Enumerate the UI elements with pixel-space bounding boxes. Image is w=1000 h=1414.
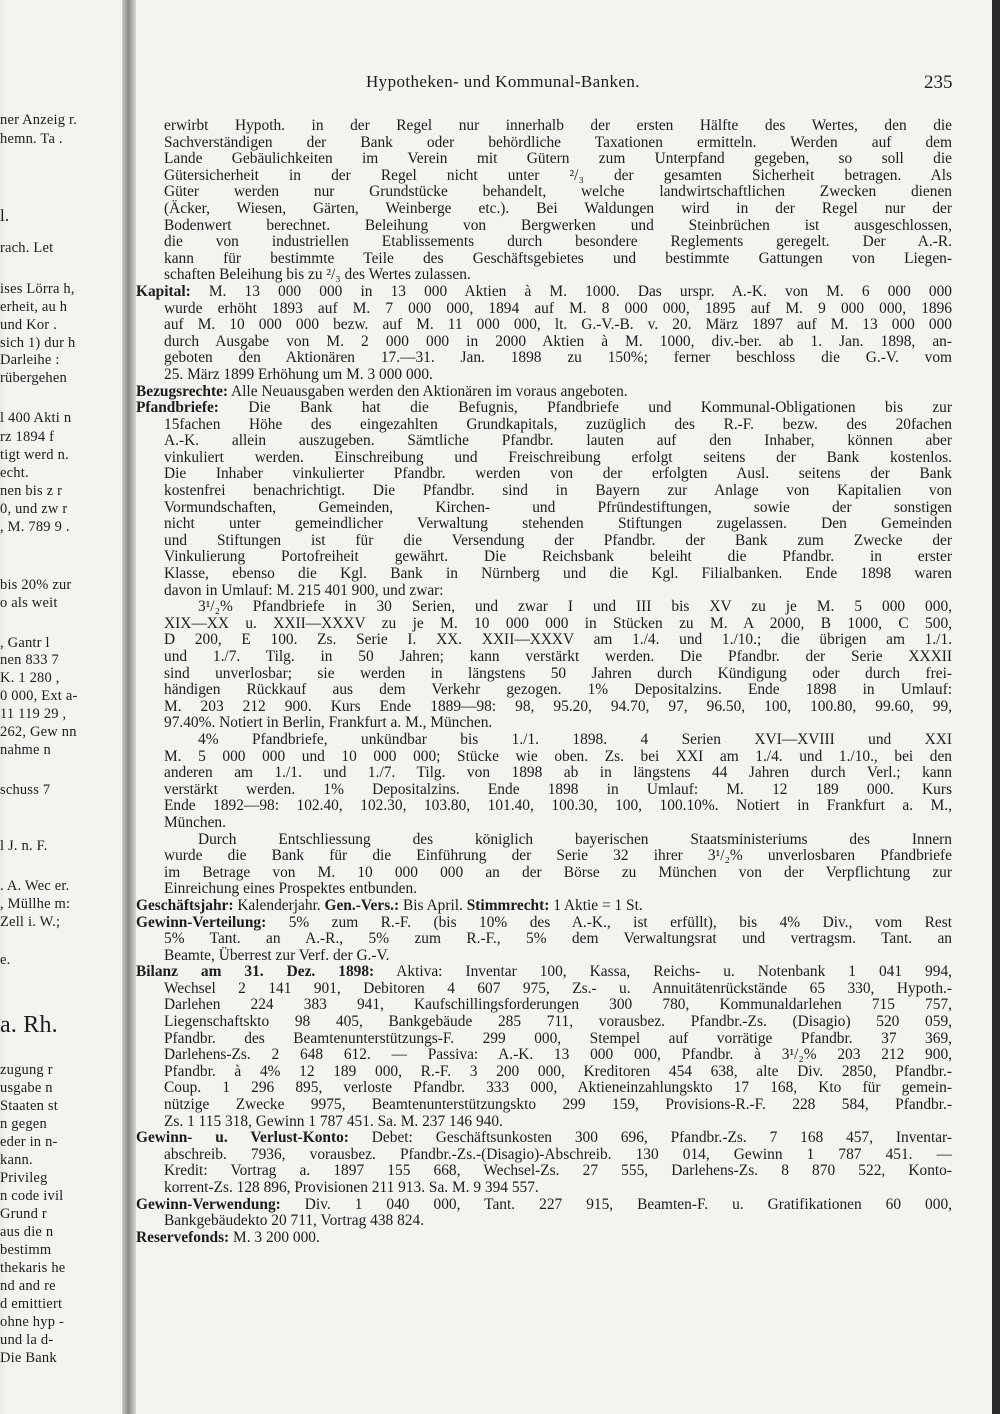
line-text: und Stiftungen ist für die Versendung der Pfandbr. der Bank zum Zwecke der bbox=[164, 531, 952, 549]
section-heading: Geschäftsjahr: bbox=[136, 896, 234, 914]
facing-page-line: . A. Wec er. bbox=[0, 878, 70, 894]
body-text bbox=[136, 118, 952, 1246]
line-text: sind unverlosbar; sie werden in längstens 50 Jahren durch Kündigung oder durch frei- bbox=[164, 664, 952, 682]
line-text: 5% Tant. an A.-R., 5% zum R.-F., 5% dem Verwaltungsrat und vertragsm. Tant. an bbox=[164, 930, 952, 948]
line-text: M. 5 000 000 und 10 000 000; Stücke wie oben. Zs. bei XXI am 1./4. und 1./10., bei den bbox=[164, 747, 952, 765]
line-text: kann für bestimmte Teile des Geschäftsgebietes und bestimmte Gattungen von Liegen- bbox=[164, 249, 952, 267]
text-line bbox=[136, 533, 952, 550]
text-line bbox=[136, 948, 952, 965]
section-heading: Gen.-Vers.: bbox=[324, 896, 400, 914]
line-text: Die Inhaber vinkulierter Pfandbr. werden von der erfolgten Ausl. seitens der Bank bbox=[164, 465, 952, 483]
line-text: schaften Beleihung bis zu ²/₃ des Wertes zulassen. bbox=[164, 266, 471, 284]
section-line bbox=[136, 1197, 952, 1214]
text-line bbox=[136, 516, 952, 533]
facing-page-line: , Müllhe m: bbox=[0, 896, 71, 912]
facing-page-line: zugung r bbox=[0, 1062, 53, 1078]
page-number: 235 bbox=[924, 72, 953, 93]
text-line bbox=[136, 201, 952, 218]
section-line bbox=[136, 284, 952, 301]
text-line bbox=[136, 118, 952, 135]
text-line bbox=[136, 1064, 952, 1081]
section-heading: Bilanz am 31. Dez. 1898: bbox=[136, 963, 375, 981]
text-line bbox=[136, 267, 952, 284]
section-line bbox=[136, 400, 952, 417]
text-line bbox=[136, 1080, 952, 1097]
text-line bbox=[136, 1014, 952, 1031]
line-text: 5% zum R.-F. (bis 10% des A.-K., ist erfüllt), bis 4% Div., vom Rest bbox=[266, 913, 952, 931]
facing-page-line: 0, und zw r bbox=[0, 501, 68, 517]
line-text: durch Ausgabe von M. 2 000 000 in 2000 Aktien à M. 1000, div.-ber. ab 1. Jan. 1898, an- bbox=[164, 332, 952, 350]
facing-page-line: 262, Gew nn bbox=[0, 724, 77, 740]
line-text: händigen Rückkauf aus dem Verkehr gezogen. 1% Depositalzins. Ende 1898 in Umlauf: bbox=[164, 681, 952, 699]
text-line bbox=[136, 417, 952, 434]
text-line bbox=[136, 151, 952, 168]
text-line bbox=[136, 350, 952, 367]
facing-page-line: , M. 789 9 . bbox=[0, 519, 70, 535]
line-text: Einreichung eines Prospektes entbunden. bbox=[164, 880, 418, 898]
line-text: Debet: Geschäftsunkosten 300 696, Pfandbr.-Zs. 7 168 457, Inventar- bbox=[348, 1129, 953, 1147]
line-text: 1 Aktie = 1 St. bbox=[549, 896, 643, 914]
text-line bbox=[136, 848, 952, 865]
text-line bbox=[136, 666, 952, 683]
text-line bbox=[136, 500, 952, 517]
facing-page-line: Darleihe : bbox=[0, 352, 60, 368]
line-text: Gütersicherheit in der Regel nicht unter ²/₃ der gesamten Sicherheit betragen. Als bbox=[164, 166, 952, 184]
line-text: wurde erhöht 1893 auf M. 7 000 000, 1894 auf M. 8 000 000, 1895 auf M. 9 000 000, 1896 bbox=[164, 299, 952, 317]
line-text: 15fachen Höhe des eingezahlten Grundkapitals, zuzüglich des R.-F. bezw. des 20fachen bbox=[164, 415, 952, 433]
text-line bbox=[136, 466, 952, 483]
line-text: XIX—XX u. XXII—XXXV zu je M. 10 000 000 in Stücken zu M. A 2000, B 1000, C 500, bbox=[164, 614, 952, 632]
line-text: korrent-Zs. 128 896, Provisionen 211 913. Sa. M. 9 394 557. bbox=[164, 1179, 539, 1196]
line-text: Bis April. bbox=[399, 896, 467, 914]
line-text: verstärkt werden. 1% Depositalzins. Ende 1898 in Umlauf: M. 12 189 000. Kurs bbox=[164, 780, 952, 798]
facing-page-line: aus die n bbox=[0, 1224, 54, 1240]
section-heading: Gewinn-Verteilung: bbox=[136, 913, 267, 931]
line-text: 3¹/₂% Pfandbriefe in 30 Serien, und zwar I und III bis XV zu je M. 5 000 000, bbox=[198, 598, 952, 616]
section-heading: Gewinn- u. Verlust-Konto: bbox=[136, 1129, 349, 1147]
line-text: und 1./7. Tilg. in 50 Jahren; kann verstärkt werden. Die Pfandbr. der Serie XXXII bbox=[164, 648, 952, 665]
text-line bbox=[136, 334, 952, 351]
line-text: 25. März 1899 Erhöhung um M. 3 000 000. bbox=[164, 365, 433, 383]
facing-page-line: rach. Let bbox=[0, 240, 54, 256]
facing-page-line: echt. bbox=[0, 465, 29, 481]
text-line bbox=[136, 632, 952, 649]
text-line bbox=[136, 782, 952, 799]
line-text: anderen am 1./1. und 1./7. Tilg. von 1898 ab in längstens 44 Jahren durch Verl.; kann bbox=[164, 764, 952, 782]
facing-page-line: l 400 Akti n bbox=[0, 410, 72, 426]
line-text: auf M. 10 000 000 bezw. auf M. 11 000 000, lt. G.-V.-B. v. 20. März 1897 auf M. 13 000 000 bbox=[164, 316, 952, 334]
text-line bbox=[136, 732, 952, 749]
line-text: Durch Entschliessung des königlich bayerischen Staatsministeriums des Innern bbox=[198, 830, 952, 848]
line-text: Coup. 1 296 895, verloste Pfandbr. 333 000, Aktieneinzahlungskto 17 168, Kto für gemein- bbox=[164, 1079, 952, 1097]
text-line bbox=[136, 599, 952, 616]
section-heading: Bezugsrechte: bbox=[136, 382, 229, 400]
facing-page-line: ner Anzeig r. bbox=[0, 112, 78, 128]
facing-page-line: d emittiert bbox=[0, 1296, 63, 1312]
line-text: kostenfrei benachrichtigt. Die Pfandbr. sind in Bayern zur Anlage von Kapitalien von bbox=[164, 482, 952, 500]
line-text: Darlehen 224 383 941, Kaufschillingsforderungen 300 780, Kommunaldarlehen 715 757, bbox=[164, 996, 952, 1014]
line-text: Kredit: Vortrag a. 1897 155 668, Wechsel-Zs. 27 555, Darlehens-Zs. 8 870 522, Konto- bbox=[164, 1162, 952, 1180]
line-text: 4% Pfandbriefe, unkündbar bis 1./1. 1898. 4 Serien XVI—XVIII und XXI bbox=[198, 730, 952, 748]
line-text: wurde die Bank für die Einführung der Serie 32 ihrer 3¹/₂% unverlosbaren Pfandbriefe bbox=[164, 847, 952, 865]
text-line bbox=[136, 317, 952, 334]
facing-page-line: kann. bbox=[0, 1152, 33, 1168]
line-text: Güter werden nur Grundstücke behandelt, welche landwirtschaftlichen Zwecken dienen bbox=[164, 183, 952, 201]
facing-page-line: und la d- bbox=[0, 1332, 54, 1348]
text-line bbox=[136, 1147, 952, 1164]
text-line bbox=[136, 931, 952, 948]
text-line bbox=[136, 1047, 952, 1064]
line-text: Pfandbr. à 4% 12 189 000, R.-F. 3 200 000, Kreditoren 454 638, alte Div. 2850, Pfandbr.- bbox=[164, 1062, 952, 1080]
book-gutter bbox=[122, 0, 136, 1414]
facing-page-line: n gegen bbox=[0, 1116, 47, 1132]
text-line bbox=[136, 251, 952, 268]
text-line bbox=[136, 218, 952, 235]
text-line bbox=[136, 715, 952, 732]
line-text: M. 3 200 000. bbox=[229, 1228, 320, 1246]
line-text: A.-K. allein auszugeben. Sämtliche Pfandbr. lauten auf den Inhaber, können aber bbox=[164, 432, 952, 450]
line-text: Kalenderjahr. bbox=[233, 896, 325, 914]
section-heading: Gewinn-Verwendung: bbox=[136, 1195, 281, 1213]
text-line bbox=[136, 832, 952, 849]
line-text: Aktiva: Inventar 100, Kassa, Reichs- u. Notenbank 1 041 994, bbox=[374, 963, 952, 981]
line-text: geboten den Aktionären 17.—31. Jan. 1898 zu 150%; ferner beschloss die G.-V. vom bbox=[164, 349, 952, 367]
facing-page-line: l. bbox=[0, 206, 10, 225]
facing-page-line: 11 119 29 , bbox=[0, 706, 67, 722]
text-line bbox=[136, 682, 952, 699]
text-line bbox=[136, 649, 952, 666]
line-text: Liegenschaftskto 98 405, Bankgebäude 285 711, vorausbez. Pfandbr.-Zs. (Disagio) 520 059, bbox=[164, 1013, 952, 1031]
text-line bbox=[136, 1180, 952, 1197]
facing-page-line: ises Lörra h, bbox=[0, 281, 75, 297]
text-line bbox=[136, 765, 952, 782]
text-line bbox=[136, 1114, 952, 1131]
text-line bbox=[136, 699, 952, 716]
section-heading: Kapital: bbox=[136, 282, 191, 300]
facing-page-line: e. bbox=[0, 952, 11, 968]
text-line bbox=[136, 367, 952, 384]
line-text: Div. 1 040 000, Tant. 227 915, Beamten-F. u. Gratifikationen 60 000, bbox=[280, 1195, 952, 1213]
text-line bbox=[136, 168, 952, 185]
section-line bbox=[136, 964, 952, 981]
line-text: Klasse, ebenso die Kgl. Bank in Nürnberg und die Kgl. Filialbanken. Ende 1898 waren bbox=[164, 565, 952, 583]
scan-right-border bbox=[992, 0, 1000, 1414]
line-text: abschreib. 7936, vorausbez. Pfandbr.-Zs.-(Disagio)-Abschreib. 130 014, Gewinn 1 787 451. — bbox=[164, 1145, 952, 1163]
facing-page-line: 0 000, Ext a- bbox=[0, 688, 78, 704]
facing-page-line: nen 833 7 bbox=[0, 652, 59, 668]
line-text: 97.40%. Notiert in Berlin, Frankfurt a. M., München. bbox=[164, 714, 493, 732]
line-text: (Äcker, Wiesen, Gärten, Weinberge etc.). Bei Waldungen wird in der Regel nur der bbox=[164, 199, 952, 217]
text-line bbox=[136, 549, 952, 566]
text-line bbox=[136, 749, 952, 766]
facing-page-line: ohne hyp - bbox=[0, 1314, 65, 1330]
facing-page-line: rz 1894 f bbox=[0, 429, 55, 445]
line-text: München. bbox=[164, 813, 226, 831]
line-text: M. 13 000 000 in 13 000 Aktien à M. 1000. Das urspr. A.-K. von M. 6 000 000 bbox=[190, 282, 952, 300]
facing-page-line: a. Rh. bbox=[0, 1012, 58, 1038]
facing-page-line: l J. n. F. bbox=[0, 838, 48, 854]
text-line bbox=[136, 616, 952, 633]
section-line bbox=[136, 915, 952, 932]
section-line bbox=[136, 1130, 952, 1147]
facing-page-line: und Kor . bbox=[0, 317, 57, 333]
line-text: M. 203 212 900. Kurs Ende 1889—98: 98, 95.20, 94.70, 97, 96.50, 100, 100.80, 99.60, 99, bbox=[164, 697, 952, 715]
facing-page-line: thekaris he bbox=[0, 1260, 66, 1276]
facing-page-line: nen bis z r bbox=[0, 483, 63, 499]
line-text: nützige Zwecke 9975, Beamtenunterstützungskto 299 159, Provisions-R.-F. 228 584, Pfandbr.- bbox=[164, 1096, 952, 1114]
facing-page-line: nd and re bbox=[0, 1278, 56, 1294]
facing-page-line: nahme n bbox=[0, 742, 51, 758]
text-line bbox=[136, 881, 952, 898]
text-line bbox=[136, 865, 952, 882]
line-text: Beamte, Überrest zur Verf. der G.-V. bbox=[164, 946, 390, 964]
facing-page-line: K. 1 280 , bbox=[0, 670, 60, 686]
text-line bbox=[136, 1213, 952, 1230]
line-text: nicht unter gemeindlicher Verwaltung stehenden Stiftungen zugelassen. Den Gemeinden bbox=[164, 515, 952, 533]
section-heading: Stimmrecht: bbox=[466, 896, 550, 914]
facing-page-line: eder in n- bbox=[0, 1134, 58, 1150]
facing-page-line: sich 1) dur h bbox=[0, 335, 76, 351]
facing-page-line: bestimm bbox=[0, 1242, 52, 1258]
facing-page-line: Staaten st bbox=[0, 1098, 58, 1114]
facing-page-line: Zell i. W.; bbox=[0, 914, 61, 930]
facing-page-line: erheit, au h bbox=[0, 299, 68, 315]
line-text: davon in Umlauf: M. 215 401 900, und zwar: bbox=[164, 581, 444, 599]
text-line bbox=[136, 1163, 952, 1180]
facing-page-line: rübergehen bbox=[0, 370, 67, 386]
text-line bbox=[136, 815, 952, 832]
facing-page-line: Die Bank bbox=[0, 1350, 57, 1366]
text-line bbox=[136, 981, 952, 998]
facing-page-line: tigt werd n. bbox=[0, 447, 69, 463]
line-text: Bodenwert berechnet. Beleihung von Bergwerken und Steinbrüchen ist ausgeschlossen, bbox=[164, 216, 952, 234]
text-line bbox=[136, 433, 952, 450]
line-text: Bankgebäudekto 20 711, Vortrag 438 824. bbox=[164, 1212, 425, 1230]
text-line bbox=[136, 184, 952, 201]
facing-page-line: Privileg bbox=[0, 1170, 48, 1186]
text-line bbox=[136, 1031, 952, 1048]
line-text: erwirbt Hypoth. in der Regel nur innerhalb der ersten Hälfte des Wertes, den die bbox=[164, 117, 952, 134]
text-line bbox=[136, 798, 952, 815]
line-text: im Betrage von M. 10 000 000 an der Börse zu München von der Verpflichtung zur bbox=[164, 863, 952, 881]
section-line bbox=[136, 1230, 952, 1247]
section-heading: Pfandbriefe: bbox=[136, 399, 219, 417]
facing-page-fragment bbox=[0, 0, 118, 1414]
section-line bbox=[136, 898, 952, 915]
line-text: Darlehens-Zs. 2 648 612. — Passiva: A.-K. 13 000 000, Pfandbr. à 3¹/₂% 203 212 900, bbox=[164, 1046, 952, 1064]
line-text: D 200, E 100. Zs. Serie I. XX. XXII—XXXV am 1./4. und 1./10.; die übrigen am 1./1. bbox=[164, 631, 952, 649]
text-line bbox=[136, 1097, 952, 1114]
text-line bbox=[136, 566, 952, 583]
facing-page-line: hemn. Ta . bbox=[0, 131, 63, 147]
line-text: Wechsel 2 141 901, Debitoren 4 607 975, Zs.- u. Annuitätenrückstände 65 330, Hypoth.- bbox=[164, 979, 952, 997]
facing-page-line: bis 20% zur bbox=[0, 577, 72, 593]
line-text: Die Bank hat die Befugnis, Pfandbriefe und Kommunal-Obligationen bis zur bbox=[218, 399, 952, 417]
line-text: Sachverständigen der Bank oder behördliche Taxationen ermitteln. Werden auf dem bbox=[164, 133, 952, 151]
text-line bbox=[136, 483, 952, 500]
line-text: Vormundschaften, Gemeinden, Kirchen- und Pfründestiftungen, sowie der sonstigen bbox=[164, 498, 952, 516]
text-line bbox=[136, 135, 952, 152]
facing-page-line: o als weit bbox=[0, 595, 58, 611]
line-text: die von industriellen Etablissements durch besondere Reglements geregelt. Der A.-R. bbox=[164, 233, 952, 251]
facing-page-line: , Gantr l bbox=[0, 635, 50, 651]
section-heading: Reservefonds: bbox=[136, 1228, 230, 1246]
running-title: Hypotheken- und Kommunal-Banken. bbox=[366, 72, 640, 91]
line-text: Pfandbr. des Beamtenunterstützungs-F. 299 000, Stempel auf vorrätige Pfandbr. 37 369, bbox=[164, 1029, 952, 1047]
text-line bbox=[136, 450, 952, 467]
facing-page-line: n code ivil bbox=[0, 1188, 64, 1204]
text-line bbox=[136, 997, 952, 1014]
facing-page-line: Grund r bbox=[0, 1206, 47, 1222]
facing-page-line: usgabe n bbox=[0, 1080, 53, 1096]
section-line bbox=[136, 384, 952, 401]
text-line bbox=[136, 234, 952, 251]
text-line bbox=[136, 583, 952, 600]
document-page bbox=[136, 0, 992, 1414]
facing-page-line: schuss 7 bbox=[0, 782, 51, 798]
line-text: Vinkulierung Portofreiheit gewährt. Die Reichsbank beleiht die Pfandbr. in erster bbox=[164, 548, 952, 566]
line-text: Alle Neuausgaben werden den Aktionären im voraus angeboten. bbox=[228, 382, 628, 400]
line-text: vinkuliert werden. Einschreibung und Freischreibung erfolgt seitens der Bank kostenlos. bbox=[164, 448, 952, 466]
line-text: Zs. 1 115 318, Gewinn 1 787 451. Sa. M. 237 146 940. bbox=[164, 1112, 503, 1130]
line-text: Ende 1892—98: 102.40, 102.30, 103.80, 101.40, 100.30, 100, 100.10%. Notiert in Frankfurt a. M., bbox=[164, 797, 952, 815]
line-text: Lande Gebäulichkeiten im Verein mit Gütern zum Unterpfand gegeben, so soll die bbox=[164, 150, 952, 168]
text-line bbox=[136, 301, 952, 318]
